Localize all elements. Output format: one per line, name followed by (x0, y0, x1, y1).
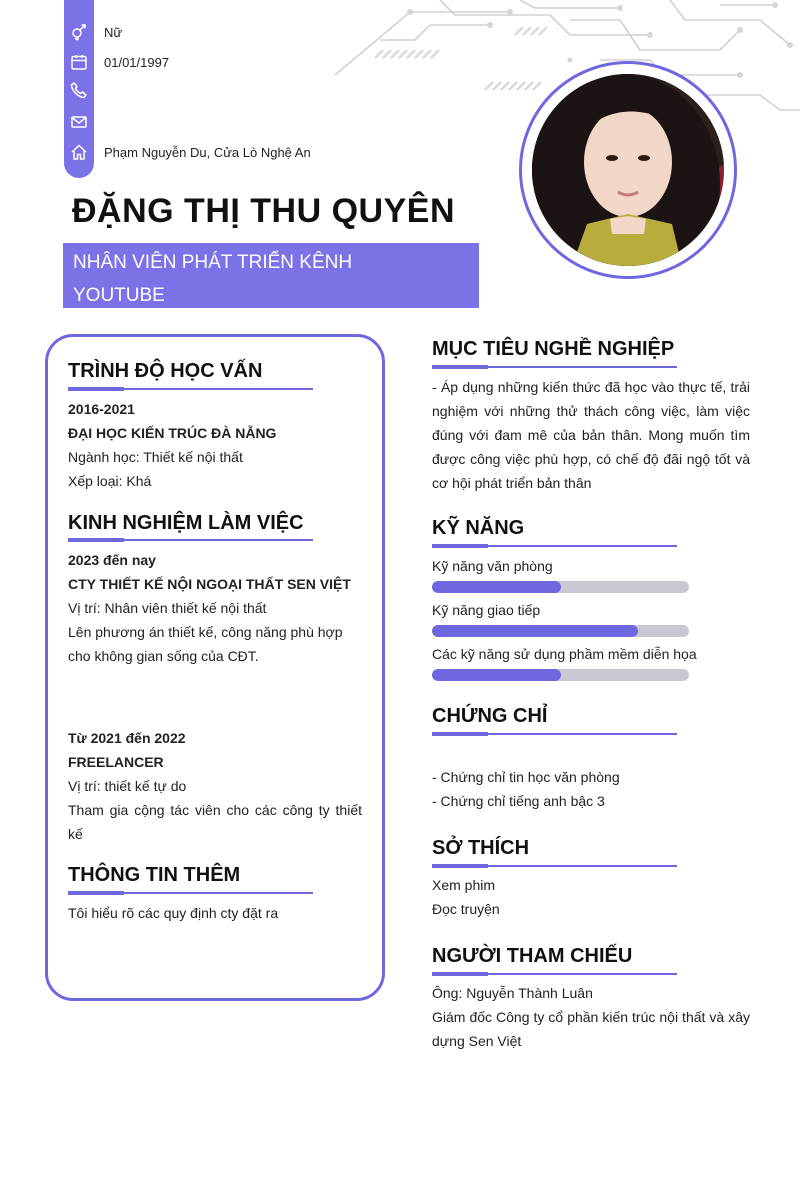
skills-heading: KỸ NĂNG (432, 517, 525, 539)
job-company: CTY THIẾT KẾ NỘI NGOẠI THẤT SEN VIỆT (68, 576, 351, 592)
job-position: Vị trí: thiết kế tự do (68, 778, 187, 794)
skill-bar-fill (432, 581, 561, 593)
phone-icon (70, 81, 88, 99)
experience-underline (68, 539, 313, 541)
education-major: Ngành học: Thiết kế nội thất (68, 449, 243, 465)
objective-heading: MỤC TIÊU NGHỀ NGHIỆP (432, 338, 675, 360)
avatar-frame (519, 61, 737, 279)
job-company: FREELANCER (68, 754, 164, 770)
certificates-underline (432, 733, 677, 735)
certificates-heading: CHỨNG CHỈ (432, 705, 548, 727)
hobbies-heading: SỞ THÍCH (432, 837, 530, 859)
address-text: Phạm Nguyễn Du, Cửa Lò Nghệ An (104, 145, 311, 160)
experience-heading: KINH NGHIỆM LÀM VIỆC (68, 512, 304, 534)
education-grade: Xếp loại: Khá (68, 473, 152, 489)
skill-bar-fill (432, 625, 638, 637)
skill-bar (432, 625, 689, 637)
education-period: 2016-2021 (68, 401, 135, 417)
objective-underline (432, 366, 677, 368)
job-title: NHÂN VIÊN PHÁT TRIỂN KÊNH YOUTUBE (73, 252, 353, 306)
calendar-icon (70, 53, 88, 71)
skill-name: Các kỹ năng sử dụng phầm mềm diễn họa (432, 646, 697, 662)
extra-info-heading: THÔNG TIN THÊM (68, 864, 241, 886)
home-icon (70, 143, 88, 161)
job-position: Vị trí: Nhân viên thiết kế nội thất (68, 600, 267, 616)
extra-info-underline (68, 892, 313, 894)
job-description: Tham gia cộng tác viên cho các công ty thiết kế (68, 802, 362, 842)
job-period: 2023 đến nay (68, 552, 156, 568)
reference-position: Giám đốc Công ty cổ phần kiến trúc nội thất và xây dựng Sen Việt (432, 1009, 750, 1049)
certificate-item: - Chứng chỉ tin học văn phòng (432, 769, 620, 785)
hobby-item: Xem phim (432, 877, 496, 893)
job-description: Lên phương án thiết kế, công năng phù hợp cho không gian sống của CĐT. (68, 624, 343, 664)
skill-bar (432, 669, 689, 681)
email-icon (70, 113, 88, 131)
education-school: ĐẠI HỌC KIẾN TRÚC ĐÀ NẴNG (68, 425, 277, 441)
birthday-text: 01/01/1997 (104, 55, 170, 70)
references-heading: NGƯỜI THAM CHIẾU (432, 945, 633, 967)
gender-text: Nữ (104, 25, 123, 40)
skill-name: Kỹ năng giao tiếp (432, 602, 541, 618)
education-underline (68, 388, 313, 390)
avatar (532, 74, 724, 266)
skill-name: Kỹ năng văn phòng (432, 558, 553, 574)
references-underline (432, 973, 677, 975)
job-period: Từ 2021 đến 2022 (68, 730, 186, 746)
skills-underline (432, 545, 677, 547)
education-heading: TRÌNH ĐỘ HỌC VẤN (68, 360, 263, 382)
certificate-item: - Chứng chỉ tiếng anh bậc 3 (432, 793, 605, 809)
portrait-photo (532, 74, 724, 266)
job-title-banner (63, 243, 479, 308)
hobbies-underline (432, 865, 677, 867)
objective-text: - Áp dụng những kiến thức đã học vào thực tế, trải nghiệm với những thử thách công việc, làm việc đúng với đam mê của bản thân. Mong muốn tìm được công việc phù hợp, có chế độ đãi ngộ tốt và cơ hội phát triển bản thân (432, 379, 750, 491)
skill-bar-fill (432, 669, 561, 681)
candidate-name: ĐẶNG THỊ THU QUYÊN (72, 192, 455, 230)
skill-bar (432, 581, 689, 593)
reference-name: Ông: Nguyễn Thành Luân (432, 985, 593, 1001)
gender-icon (70, 23, 88, 41)
hobby-item: Đọc truyện (432, 901, 500, 917)
extra-info-text: Tôi hiểu rõ các quy định cty đặt ra (68, 905, 279, 921)
